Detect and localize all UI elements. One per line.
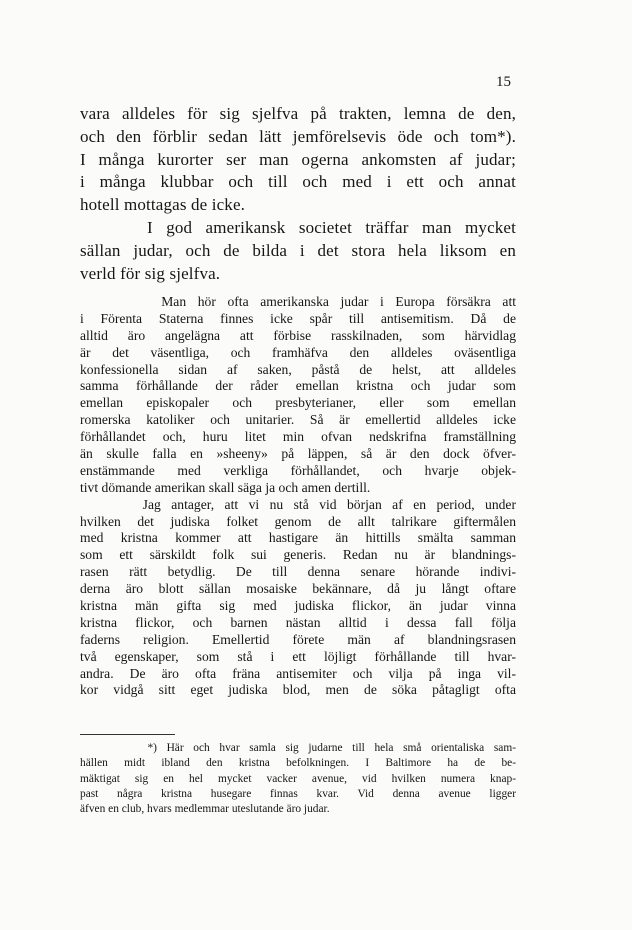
text-line: alltid äro angelägna att förbise rasskilnaden, som härvidlag [80, 327, 516, 343]
text-line: som ett särskildt folk sui generis. Redan nu är blandnings- [80, 547, 516, 563]
text-line: samma förhållande der råder emellan kristna och judar som [80, 378, 516, 394]
text-line: andra. De äro ofta fräna antisemiter och vilja på inga vil- [80, 665, 516, 681]
text-line: med kristna kommer att hastigare än hittills smälta samman [80, 530, 516, 546]
text-line: förhållandet och, huru litet min ofvan nedskrifna framställning [80, 429, 516, 445]
text-line: emellan episkopaler och presbyterianer, eller som emellan [80, 395, 516, 411]
text-line: derna äro blott sällan mosaiske bekännare, då ju långt oftare [80, 581, 516, 597]
text-line: faderns religion. Emellertid förete män af blandningsrasen [80, 631, 516, 647]
footnote-rule [80, 734, 175, 735]
text-line: är det väsentliga, och framhäfva den alldeles oväsentliga [80, 344, 516, 360]
text-line: kor vidgå sitt eget judiska blod, men de söka påtagligt ofta [80, 682, 516, 698]
text-line: kristna män gifta sig med judiska flickor, än judar vinna [80, 598, 516, 614]
lead-paragraphs [80, 103, 516, 285]
body-paragraphs [80, 294, 516, 699]
text-line: än skulle falla en »sheeny» på läppen, så är den dock öfver- [80, 446, 516, 462]
footnote-line: hällen midt ibland den kristna befolkningen. I Baltimore ha de be- [80, 757, 516, 770]
footnote-line: mäktigat sig en hel mycket vacker avenue, vid hvilken numera knap- [80, 772, 516, 785]
footnote-line: *) Här och hvar samla sig judarne till hela små orientaliska sam- [80, 742, 516, 754]
text-line: Man hör ofta amerikanska judar i Europa försäkra att [80, 294, 516, 309]
footnote [80, 741, 516, 817]
text-line: rasen rätt betydlig. De till denna senare hörande indivi- [80, 564, 516, 580]
text-line: i Förenta Staterna finnes icke spår till antisemitism. Då de [80, 310, 516, 326]
text-line: I god amerikansk societet träffar man mycket [80, 217, 516, 237]
text-line: Jag antager, att vi nu stå vid början af en period, under [80, 496, 516, 512]
text-line: och den förblir sedan lätt jemförelsevis öde och tom*). [80, 126, 516, 146]
text-line: verld för sig sjelfva. [80, 263, 221, 283]
text-line: kristna flickor, och barnen nästan alltid i dessa fall följa [80, 614, 516, 630]
text-line: i många klubbar och till och med i ett och annat [80, 172, 516, 192]
text-line: två egenskaper, som stå i ett löjligt förhållande till hvar- [80, 648, 516, 664]
text-line: hvilken det judiska folket genom de allt talrikare giftermålen [80, 513, 516, 529]
text-line: tivt dömande amerikan skall säga ja och amen dertill. [80, 479, 371, 495]
footnote-line: past några kristna husegare finnas kvar. Vid denna avenue ligger [80, 787, 516, 800]
text-line: I många kurorter ser man ogerna ankomsten af judar; [80, 149, 516, 169]
page-number: 15 [496, 74, 511, 90]
text-line: enstämmande med verkliga förhållandet, och hvarje objek- [80, 462, 516, 478]
text-line: vara alldeles för sig sjelfva på trakten, lemna de den, [80, 104, 516, 123]
text-line: konfessionella sidan af saken, påstå de helst, att alldeles [80, 361, 516, 377]
text-line: hotell mottagas de icke. [80, 195, 246, 215]
footnote-line: äfven en club, hvars medlemmar uteslutande äro judar. [80, 803, 330, 816]
text-line: romerska katoliker och unitarier. Så är emellertid alldeles icke [80, 412, 516, 428]
text-line: sällan judar, och de bilda i det stora hela liksom en [80, 240, 516, 260]
